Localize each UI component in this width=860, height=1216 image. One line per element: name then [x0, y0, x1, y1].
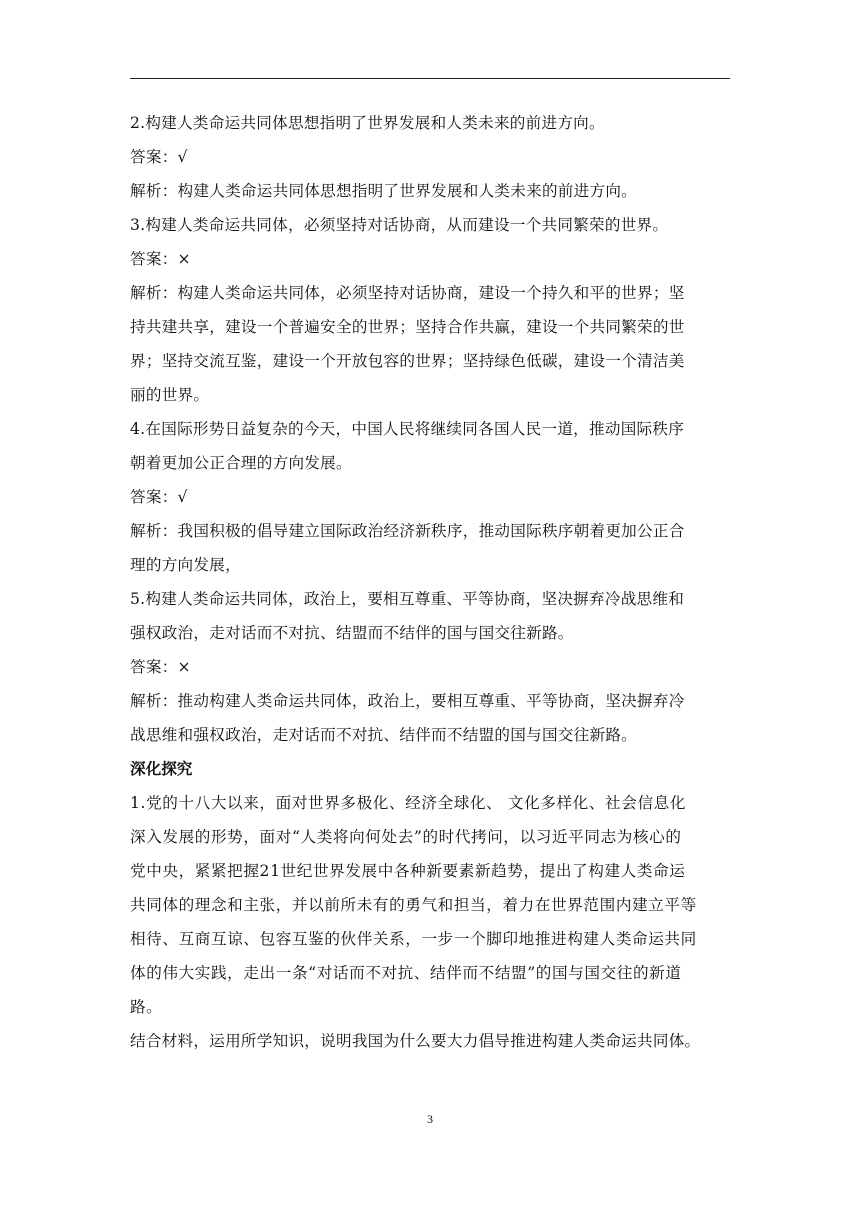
analysis-line: 理的方向发展，: [130, 556, 241, 574]
material-line: 共同体的理念和主张，并以前所未有的勇气和担当，着力在世界范围内建立平等: [130, 896, 697, 914]
analysis-line: 界；坚持交流互鉴，建设一个开放包容的世界；坚持绿色低碳，建设一个清洁美: [130, 352, 685, 370]
page-number: 3: [427, 1112, 433, 1126]
judgement-item-3: [130, 208, 732, 412]
judgement-item-5: [130, 582, 732, 752]
question-line: 2.构建人类命运共同体思想指明了世界发展和人类未来的前进方向。: [130, 114, 605, 132]
answer-line: 答案：√: [130, 148, 188, 166]
material-line: 1.党的十八大以来，面对世界多极化、经济全球化、 文化多样化、社会信息化: [130, 794, 687, 812]
analysis-line: 丽的世界。: [130, 386, 210, 404]
material-line: 相待、互商互谅、包容互鉴的伙伴关系，一步一个脚印地推进构建人类命运共同: [130, 930, 697, 948]
analysis-line: 解析：构建人类命运共同体，必须坚持对话协商，建设一个持久和平的世界；坚: [130, 284, 685, 302]
analysis-line: 解析：我国积极的倡导建立国际政治经济新秩序，推动国际秩序朝着更加公正合: [130, 522, 685, 540]
question-line: 朝着更加公正合理的方向发展。: [130, 454, 352, 472]
section-heading: 深化探究: [130, 760, 193, 778]
question-line: 3.构建人类命运共同体，必须坚持对话协商，从而建设一个共同繁荣的世界。: [130, 216, 669, 234]
judgement-item-2: [130, 106, 732, 208]
analysis-line: 战思维和强权政治，走对话而不对抗、结伴而不结盟的国与国交往新路。: [130, 726, 638, 744]
question-line: 4.在国际形势日益复杂的今天，中国人民将继续同各国人民一道，推动国际秩序: [130, 420, 685, 438]
header-rule: [130, 78, 730, 79]
material-line: 党中央，紧紧把握21世纪世界发展中各种新要素新趋势，提出了构建人类命运: [130, 862, 686, 880]
answer-line: 答案：×: [130, 250, 191, 268]
material-line: 路。: [130, 998, 163, 1016]
answer-line: 答案：√: [130, 488, 188, 506]
material-line: 体的伟大实践，走出一条“对话而不对抗、结伴而不结盟”的国与国交往的新道: [130, 964, 682, 982]
page-content: [130, 106, 732, 1058]
analysis-line: 持共建共享，建设一个普遍安全的世界；坚持合作共赢，建设一个共同繁荣的世: [130, 318, 685, 336]
question-line: 强权政治，走对话而不对抗、结盟而不结伴的国与国交往新路。: [130, 624, 574, 642]
answer-line: 答案：×: [130, 658, 191, 676]
material-line: 深入发展的形势，面对“人类将向何处去”的时代拷问，以习近平同志为核心的: [130, 828, 682, 846]
judgement-item-4: [130, 412, 732, 582]
analysis-line: 解析：推动构建人类命运共同体，政治上，要相互尊重、平等协商，坚决摒弃冷: [130, 692, 685, 710]
task-line: 结合材料，运用所学知识，说明我国为什么要大力倡导推进构建人类命运共同体。: [130, 1032, 701, 1050]
question-line: 5.构建人类命运共同体，政治上，要相互尊重、平等协商，坚决摒弃冷战思维和: [130, 590, 685, 608]
analysis-line: 解析：构建人类命运共同体思想指明了世界发展和人类未来的前进方向。: [130, 182, 638, 200]
deep-dive-section: [130, 752, 732, 1058]
